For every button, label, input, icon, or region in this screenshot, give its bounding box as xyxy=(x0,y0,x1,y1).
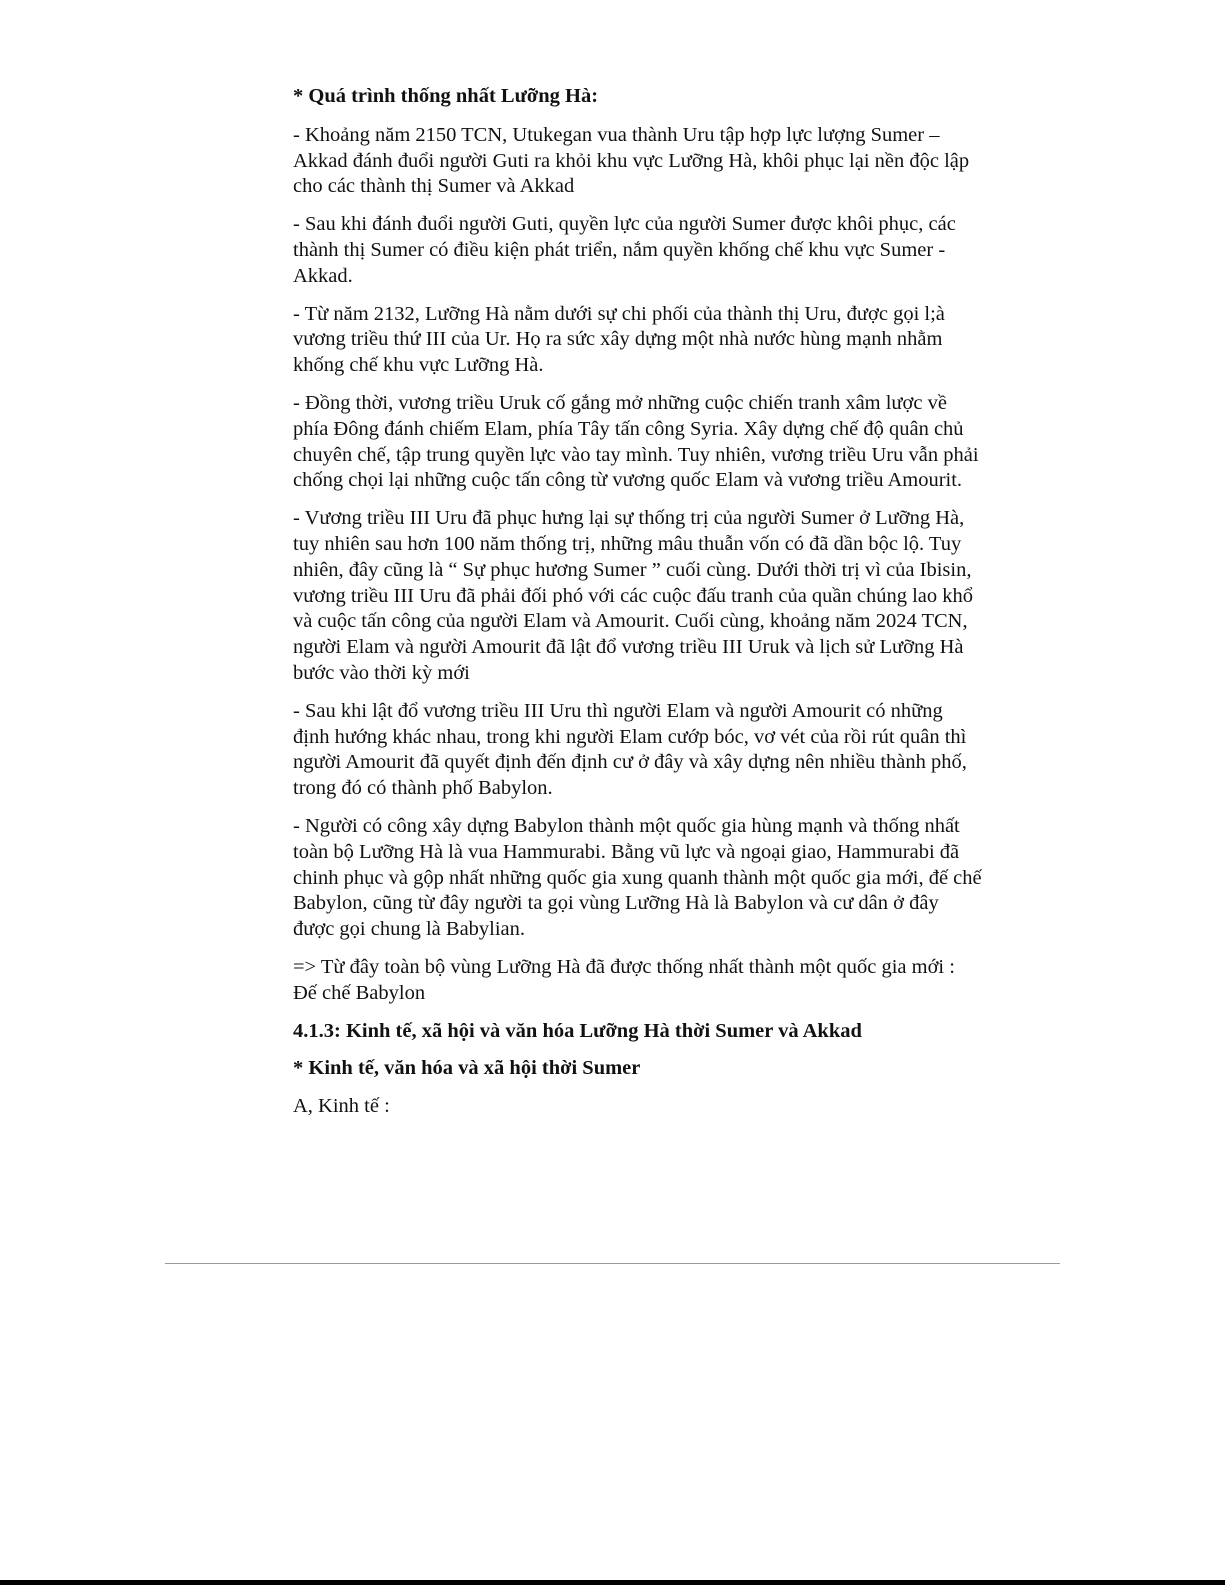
section-heading-unification: * Quá trình thống nhất Lưỡng Hà: xyxy=(293,85,599,107)
page-footer-divider xyxy=(165,1263,1060,1264)
document-body xyxy=(293,84,983,1132)
paragraph-sumer-power: - Sau khi đánh đuổi người Guti, quyền lực của người Sumer được khôi phục, các thành thị Sumer có điều kiện phát triển, nắm quyền khống chế khu vực Sumer - Akkad. xyxy=(293,213,956,287)
paragraph-amourit-settlement: - Sau khi lật đổ vương triều III Uru thì người Elam và người Amourit có những định hướng khác nhau, trong khi người Elam cướp bóc, vơ vét của rồi rút quân thì người Amourit đã quyết định đến định cư ở đây và xây dựng nên nhiều thành phố, trong đó có thành phố Babylon. xyxy=(293,699,967,800)
subsection-title-sumer: * Kinh tế, văn hóa và xã hội thời Sumer xyxy=(293,1057,641,1080)
paragraph-utukegan: - Khoảng năm 2150 TCN, Utukegan vua thành Uru tập hợp lực lượng Sumer – Akkad đánh đuổi người Guti ra khỏi khu vực Lưỡng Hà, khôi phục lại nền độc lập cho các thành thị Sumer và Akkad xyxy=(293,123,970,198)
paragraph-uruk-wars: - Đồng thời, vương triều Uruk cố gắng mở những cuộc chiến tranh xâm lược về phía Đông đánh chiếm Elam, phía Tây tấn công Syria. Xây dựng chế độ quân chủ chuyên chế, tập trung quyền lực vào tay mình. Tuy nhiên, vương triều Uru vẫn phải chống chọi lại những cuộc tấn công từ vương quốc Elam và vương triều Amourit. xyxy=(293,391,979,492)
paragraph-sumer-revival: - Vương triều III Uru đã phục hưng lại sự thống trị của người Sumer ở Lưỡng Hà, tuy nhiên sau hơn 100 năm thống trị, những mâu thuẫn vốn có đã dần bộc lộ. Tuy nhiên, đây cũng là “ Sự phục hương Sumer ” cuối cùng. Dưới thời trị vì của Ibisin, vương triều III Uru đã phải đối phó với các cuộc đấu tranh của quần chúng lao khổ và cuộc tấn công của người Elam và Amourit. Cuối cùng, khoảng năm 2024 TCN, người Elam và người Amourit đã lật đổ vương triều III Uruk và lịch sử Lưỡng Hà bước vào thời kỳ mới xyxy=(293,507,974,684)
section-title-4-1-3: 4.1.3: Kinh tế, xã hội và văn hóa Lưỡng Hà thời Sumer và Akkad xyxy=(293,1019,862,1042)
page-bottom-edge xyxy=(0,1580,1225,1585)
paragraph-hammurabi: - Người có công xây dựng Babylon thành một quốc gia hùng mạnh và thống nhất toàn bộ Lưỡng Hà là vua Hammurabi. Bằng vũ lực và ngoại giao, Hammurabi đã chinh phục và gộp nhất những quốc gia xung quanh thành một quốc gia mới, đế chế Babylon, cũng từ đây người ta gọi vùng Lưỡng Hà là Babylon và cư dân ở đây được gọi chung là Babylian. xyxy=(293,814,982,941)
paragraph-ur-dynasty: - Từ năm 2132, Lưỡng Hà nằm dưới sự chi phối của thành thị Uru, được gọi l;à vương triều thứ III của Ur. Họ ra sức xây dựng một nhà nước hùng mạnh nhằm khống chế khu vực Lưỡng Hà. xyxy=(293,302,945,377)
paragraph-conclusion: => Từ đây toàn bộ vùng Lưỡng Hà đã được thống nhất thành một quốc gia mới : Đế chế Babylon xyxy=(293,955,955,1004)
subsection-item-economy: A, Kinh tế : xyxy=(293,1095,390,1118)
